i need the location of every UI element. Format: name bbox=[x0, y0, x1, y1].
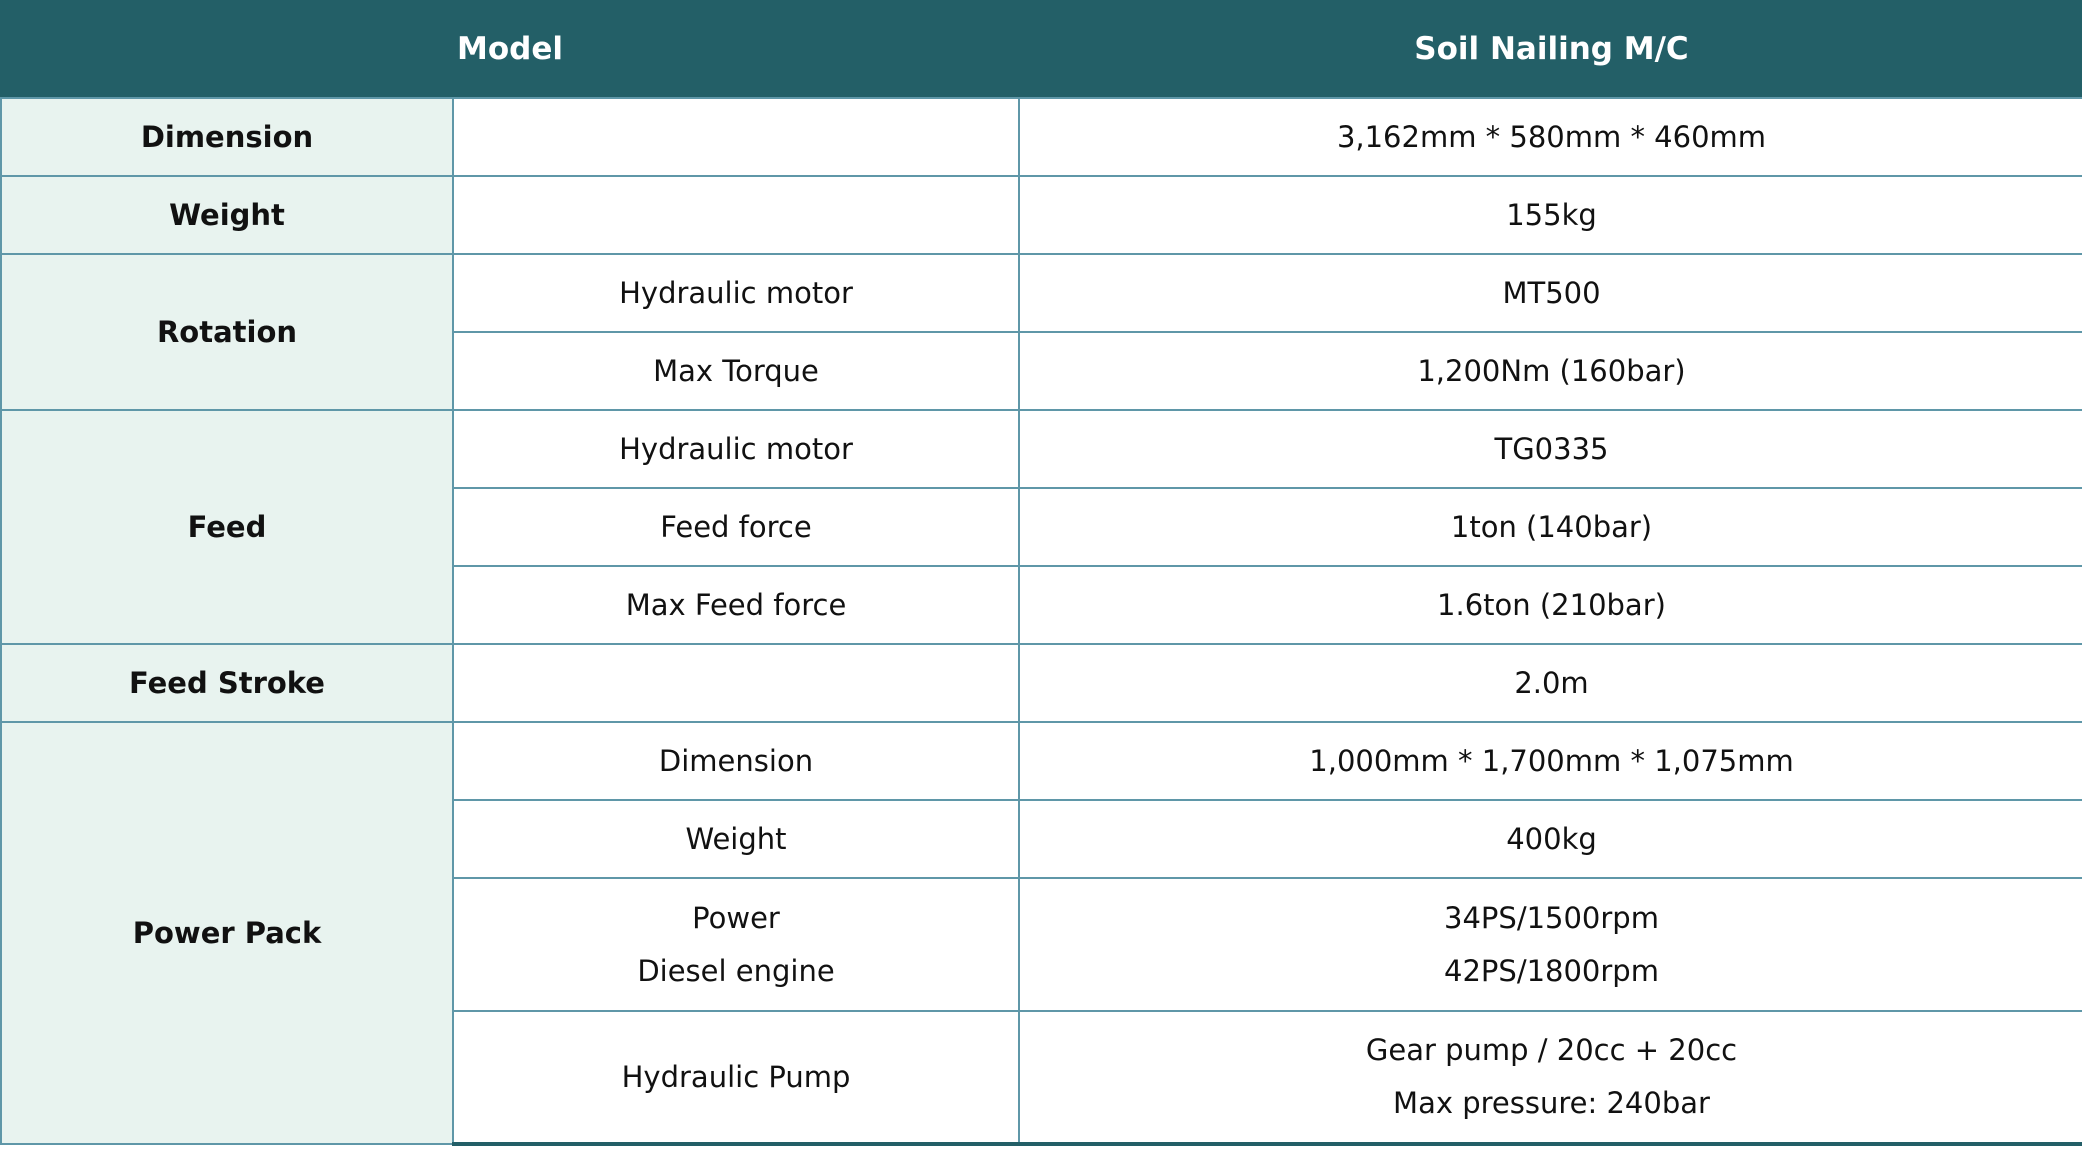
table-row-weight bbox=[1, 176, 2082, 254]
sub-pp-power bbox=[453, 878, 1019, 1011]
table-row-rotation-motor bbox=[1, 254, 2082, 332]
value-weight: 155kg bbox=[1019, 176, 2082, 254]
sub-hydraulic-pump: Hydraulic Pump bbox=[453, 1011, 1019, 1144]
sub-power-label: Power bbox=[692, 900, 780, 935]
value-max-feed-force: 1.6ton (210bar) bbox=[1019, 566, 2082, 644]
value-feed-stroke: 2.0m bbox=[1019, 644, 2082, 722]
sub-pp-weight: Weight bbox=[453, 800, 1019, 878]
value-power-1: 34PS/1500rpm bbox=[1444, 900, 1659, 935]
sub-pp-dimension: Dimension bbox=[453, 722, 1019, 800]
value-feed-motor: TG0335 bbox=[1019, 410, 2082, 488]
value-pp-dimension: 1,000mm * 1,700mm * 1,075mm bbox=[1019, 722, 2082, 800]
table-row-dimension bbox=[1, 98, 2082, 176]
value-max-torque: 1,200Nm (160bar) bbox=[1019, 332, 2082, 410]
value-feed-force: 1ton (140bar) bbox=[1019, 488, 2082, 566]
sub-empty bbox=[453, 98, 1019, 176]
sub-empty bbox=[453, 644, 1019, 722]
category-dimension: Dimension bbox=[1, 98, 453, 176]
value-power-2: 42PS/1800rpm bbox=[1444, 953, 1659, 988]
sub-feed-force: Feed force bbox=[453, 488, 1019, 566]
value-rotation-motor: MT500 bbox=[1019, 254, 2082, 332]
value-hydraulic-pump bbox=[1019, 1011, 2082, 1144]
sub-empty bbox=[453, 176, 1019, 254]
value-pump-1: Gear pump / 20cc + 20cc bbox=[1365, 1033, 1738, 1068]
sub-diesel-engine-label: Diesel engine bbox=[637, 953, 835, 988]
value-pp-power bbox=[1019, 878, 2082, 1011]
table-row-feed-motor bbox=[1, 410, 2082, 488]
value-pump-2: Max pressure: 240bar bbox=[1393, 1086, 1710, 1120]
category-power-pack: Power Pack bbox=[1, 722, 453, 1144]
table-row-feed-stroke bbox=[1, 644, 2082, 722]
sub-feed-motor: Hydraulic motor bbox=[453, 410, 1019, 488]
category-weight: Weight bbox=[1, 176, 453, 254]
machine-header: Soil Nailing M/C bbox=[1019, 1, 2082, 98]
category-rotation: Rotation bbox=[1, 254, 453, 410]
sub-max-feed-force: Max Feed force bbox=[453, 566, 1019, 644]
sub-rotation-motor: Hydraulic motor bbox=[453, 254, 1019, 332]
value-pp-weight: 400kg bbox=[1019, 800, 2082, 878]
table-row-pp-dimension bbox=[1, 722, 2082, 800]
header-row bbox=[1, 1, 2082, 98]
value-dimension: 3,162mm * 580mm * 460mm bbox=[1019, 98, 2082, 176]
model-header: Model bbox=[1, 1, 1019, 98]
category-feed: Feed bbox=[1, 410, 453, 644]
sub-max-torque: Max Torque bbox=[453, 332, 1019, 410]
category-feed-stroke: Feed Stroke bbox=[1, 644, 453, 722]
